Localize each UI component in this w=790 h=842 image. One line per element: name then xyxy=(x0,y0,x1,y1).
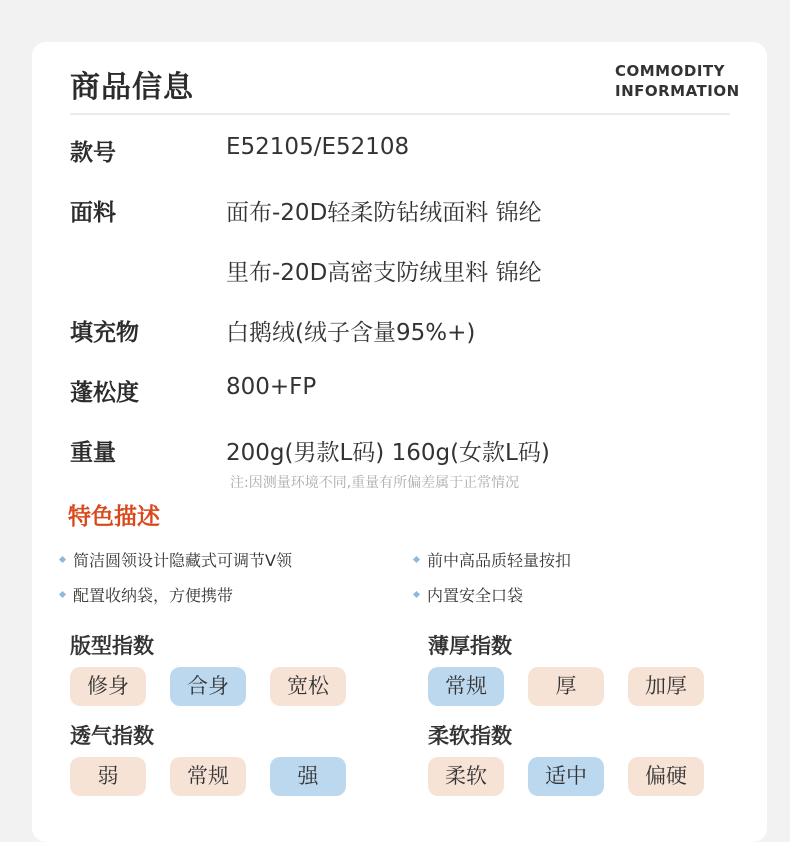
index-title: 版型指数 xyxy=(70,634,154,658)
spec-label: 重量 xyxy=(70,440,116,466)
weight-note: 注:因测量环境不同,重量有所偏差属于正常情况 xyxy=(230,475,520,491)
breathability-index xyxy=(70,720,370,830)
spec-label: 填充物 xyxy=(70,320,139,346)
spec-row-fabric xyxy=(70,194,750,228)
spec-label: 款号 xyxy=(70,140,116,166)
index-option[interactable]: 适中 xyxy=(528,757,604,796)
features-title: 特色描述 xyxy=(68,504,160,530)
product-info-card xyxy=(32,42,767,842)
index-option[interactable]: 修身 xyxy=(70,667,146,706)
spec-value: E52105/E52108 xyxy=(226,134,410,160)
spec-label: 面料 xyxy=(70,200,116,226)
bullet-icon xyxy=(413,591,420,598)
index-title: 透气指数 xyxy=(70,724,154,748)
section-title: 商品信息 xyxy=(70,70,194,105)
index-option[interactable]: 加厚 xyxy=(628,667,704,706)
spec-row-weight xyxy=(70,434,750,468)
title-divider xyxy=(70,113,730,115)
index-title: 薄厚指数 xyxy=(428,634,512,658)
spec-row-fill-power xyxy=(70,374,750,408)
spec-value: 800+FP xyxy=(226,374,317,400)
spec-value: 面布-20D轻柔防钻绒面料 锦纶 xyxy=(226,200,542,226)
index-option[interactable]: 柔软 xyxy=(428,757,504,796)
spec-row-filling xyxy=(70,314,750,348)
index-option[interactable]: 强 xyxy=(270,757,346,796)
spec-value: 里布-20D高密支防绒里料 锦纶 xyxy=(226,260,542,286)
softness-index xyxy=(428,720,728,830)
index-option[interactable]: 厚 xyxy=(528,667,604,706)
section-title-english: COMMODITY INFORMATION xyxy=(615,62,740,100)
bullet-icon xyxy=(59,591,66,598)
feature-item: 简洁圆领设计隐藏式可调节V领 xyxy=(60,548,292,571)
bullet-icon xyxy=(59,556,66,563)
index-option[interactable]: 常规 xyxy=(170,757,246,796)
bullet-icon xyxy=(413,556,420,563)
spec-row-style-number xyxy=(70,134,750,168)
feature-item: 前中高品质轻量按扣 xyxy=(414,548,571,571)
spec-value: 白鹅绒(绒子含量95%+) xyxy=(226,320,476,346)
feature-item: 配置收纳袋，方便携带 xyxy=(60,583,233,606)
index-option[interactable]: 合身 xyxy=(170,667,246,706)
feature-item: 内置安全口袋 xyxy=(414,583,523,606)
index-title: 柔软指数 xyxy=(428,724,512,748)
spec-value: 200g(男款L码) 160g(女款L码) xyxy=(226,440,550,466)
index-option[interactable]: 宽松 xyxy=(270,667,346,706)
index-option[interactable]: 常规 xyxy=(428,667,504,706)
index-option[interactable]: 偏硬 xyxy=(628,757,704,796)
spec-row-lining xyxy=(70,254,750,288)
index-option[interactable]: 弱 xyxy=(70,757,146,796)
spec-label: 蓬松度 xyxy=(70,380,139,406)
